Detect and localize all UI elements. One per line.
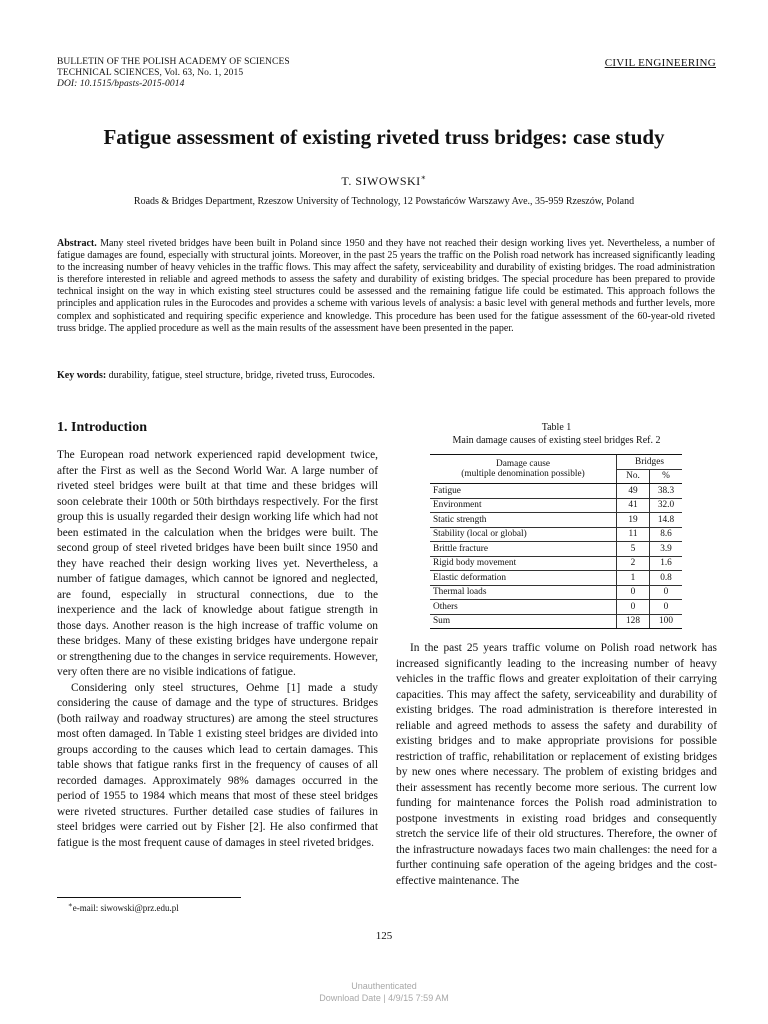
table-row bbox=[430, 484, 682, 499]
journal-header bbox=[57, 57, 290, 90]
cell-cause: Elastic deformation bbox=[430, 571, 617, 586]
author-line bbox=[0, 173, 768, 189]
affiliation: Roads & Bridges Department, Rzeszow University of Technology, 12 Powstańców Warszawy Ave., 35-959 Rzeszów, Poland bbox=[133, 196, 635, 207]
cell-percent: 14.8 bbox=[650, 513, 683, 528]
paper-title: Fatigue assessment of existing riveted truss bridges: case study bbox=[103, 125, 665, 149]
footnote-mark: ∗ bbox=[68, 901, 73, 909]
cell-percent: 1.6 bbox=[650, 556, 683, 571]
cell-count: 128 bbox=[617, 614, 650, 629]
abstract-text: Many steel riveted bridges have been built in Poland since 1950 and they have not reached their design working lives yet. Nevertheless, a number of fatigue damages are found, especially with structural joints. Moreover, in the past 25 years the traffic on the Polish road network has increased significantly leading to the increasing number of heavy vehicles in the traffic flows. This may affect the safety, serviceability and durability of existing bridges. The road administration is therefore interested in reliable and agreed methods to assess the safety and durability of existing bridges. The special procedure has been prepared to provide technical insight on the way in which existing steel structures could be assessed and the remaining fatigue life could be estimated. This approach follows the principles and application rules in the Eurocodes and provides a scheme with various levels of analysis: a basic level with general methods and further levels, more complex and sophisticated and requiring specific experience and knowledge. This procedure has been used for the fatigue assessment of the 60-year-old riveted truss bridge. The applied procedure as well as the main results of the assessment have been presented in the paper. bbox=[57, 238, 716, 334]
section-tag: CIVIL ENGINEERING bbox=[604, 57, 716, 69]
cell-cause: Environment bbox=[430, 498, 617, 513]
cell-count: 0 bbox=[617, 600, 650, 615]
cell-count: 11 bbox=[617, 527, 650, 542]
paragraph: The European road network experienced rapid development twice, after the First as well as the Second World War. A large number of riveted steel bridges were built at that time and these bridges will soon celebrate their 100th or 50th birthdays respectively. For the first group this is usually regarded their design working life which had not been estimated in the calculation when the bridges were built. The second group of steel riveted bridges have been built since 1950 and they have reached their design working lives yet. Nevertheless, a number of fatigue damages, which cannot be ignored and neglected, are found, especially in structural connections, due to the inexperience and the lack of knowledge about fatigue strength in those days. Another reason is the high increase of traffic volume on these bridges. Many of these existing bridges have undergone repair or strengthening due to the changes in service requirements. However, very often there are no visible indications of fatigue. bbox=[57, 449, 378, 678]
watermark-status: Unauthenticated bbox=[351, 981, 417, 991]
cell-percent: 0 bbox=[650, 585, 683, 600]
cell-percent: 3.9 bbox=[650, 542, 683, 557]
header-cause-line: Damage cause bbox=[496, 458, 550, 469]
table-row bbox=[430, 600, 682, 615]
cell-percent: 100 bbox=[650, 614, 683, 629]
cell-count: 1 bbox=[617, 571, 650, 586]
table-label: Table 1 bbox=[541, 422, 572, 433]
cell-cause: Fatigue bbox=[430, 484, 617, 499]
table-row bbox=[430, 513, 682, 528]
cell-cause: Others bbox=[430, 600, 617, 615]
table-row bbox=[430, 527, 682, 542]
header-bridges: Bridges bbox=[617, 455, 683, 470]
keywords-label: Key words: bbox=[57, 370, 107, 381]
cell-percent: 38.3 bbox=[650, 484, 683, 499]
cell-cause: Static strength bbox=[430, 513, 617, 528]
journal-volume: TECHNICAL SCIENCES, Vol. 63, No. 1, 2015 bbox=[57, 68, 244, 78]
author-footnote-mark: ∗ bbox=[420, 173, 427, 182]
footnote bbox=[68, 901, 179, 913]
footnote-email[interactable]: e-mail: siwowski@prz.edu.pl bbox=[72, 903, 179, 913]
header-no: No. bbox=[617, 469, 650, 484]
table-row bbox=[430, 556, 682, 571]
watermark-date: Download Date | 4/9/15 7:59 AM bbox=[319, 993, 449, 1003]
cell-count: 5 bbox=[617, 542, 650, 557]
table-row bbox=[430, 542, 682, 557]
cell-count: 2 bbox=[617, 556, 650, 571]
cell-cause: Rigid body movement bbox=[430, 556, 617, 571]
cell-percent: 0.8 bbox=[650, 571, 683, 586]
cell-percent: 0 bbox=[650, 600, 683, 615]
left-column bbox=[57, 448, 378, 851]
table-row bbox=[430, 614, 682, 629]
header-cause-note: (multiple denomination possible) bbox=[461, 469, 585, 479]
doi-link[interactable]: DOI: 10.1515/bpasts-2015-0014 bbox=[57, 79, 185, 89]
abstract-label: Abstract. bbox=[57, 238, 97, 249]
table-row bbox=[430, 585, 682, 600]
cell-count: 19 bbox=[617, 513, 650, 528]
header-damage-cause bbox=[430, 455, 617, 484]
cell-cause: Thermal loads bbox=[430, 585, 617, 600]
damage-causes-table bbox=[430, 454, 682, 629]
paragraph: In the past 25 years traffic volume on Polish road network has increased significantly leading to the increasing number of heavy vehicles in the traffic flows and greater exploitation of their carrying capacities. This may affect the safety, serviceability and durability of existing bridges. The road administration is therefore interested in reliable and agreed methods to assess the safety and durability of existing bridges and to make appropriate provisions for possible restriction of traffic, rehabilitation or replacement of existing bridges by new ones where necessary. The problem of existing bridges and their assessment has recently become more serious. The current low funding for maintenance forces the Polish road administration to postpone investments in existing road bridges and consequently stretch the service life of their old structures. Therefore, the owner of the infrastructure nowadays faces two main challenges: the need for a further continuing safe operation of the ageing bridges and the cost-effective maintenance. The bbox=[396, 642, 717, 887]
abstract bbox=[57, 238, 715, 335]
cell-cause: Brittle fracture bbox=[430, 542, 617, 557]
keywords-text: durability, fatigue, steel structure, bridge, riveted truss, Eurocodes. bbox=[108, 370, 375, 381]
right-column bbox=[396, 641, 717, 889]
keywords bbox=[57, 370, 715, 381]
cell-percent: 32.0 bbox=[650, 498, 683, 513]
cell-cause: Sum bbox=[430, 614, 617, 629]
paragraph: Considering only steel structures, Oehme [1] made a study considering the cause of damage and the type of structures. Bridges (both railway and roadway structures) are among the steel structures most often damaged. In Table 1 existing steel bridges are divided into groups according to the causes which lead to certain damages. This table shows that fatigue ranks first in the frequency of causes of all recorded damages. Approximately 98% damages occurred in the period of 1955 to 1984 which means that most of these steel bridges were riveted structures. Further detailed case studies of failures in steel bridges were carried out by Fisher [2]. He also confirmed that fatigue is the most frequent cause of damages in steel riveted bridges. bbox=[57, 681, 378, 849]
author-name: T. SIWOWSKI bbox=[341, 174, 421, 188]
header-pct: % bbox=[650, 469, 683, 484]
footnote-rule bbox=[57, 897, 241, 898]
cell-cause: Stability (local or global) bbox=[430, 527, 617, 542]
journal-name: BULLETIN OF THE POLISH ACADEMY OF SCIENCES bbox=[57, 57, 290, 67]
page-number: 125 bbox=[375, 930, 393, 942]
cell-percent: 8.6 bbox=[650, 527, 683, 542]
table-caption: Main damage causes of existing steel bridges Ref. 2 bbox=[452, 435, 661, 446]
cell-count: 41 bbox=[617, 498, 650, 513]
cell-count: 49 bbox=[617, 484, 650, 499]
table-row bbox=[430, 498, 682, 513]
section-heading: 1. Introduction bbox=[57, 420, 147, 435]
table-row bbox=[430, 571, 682, 586]
cell-count: 0 bbox=[617, 585, 650, 600]
